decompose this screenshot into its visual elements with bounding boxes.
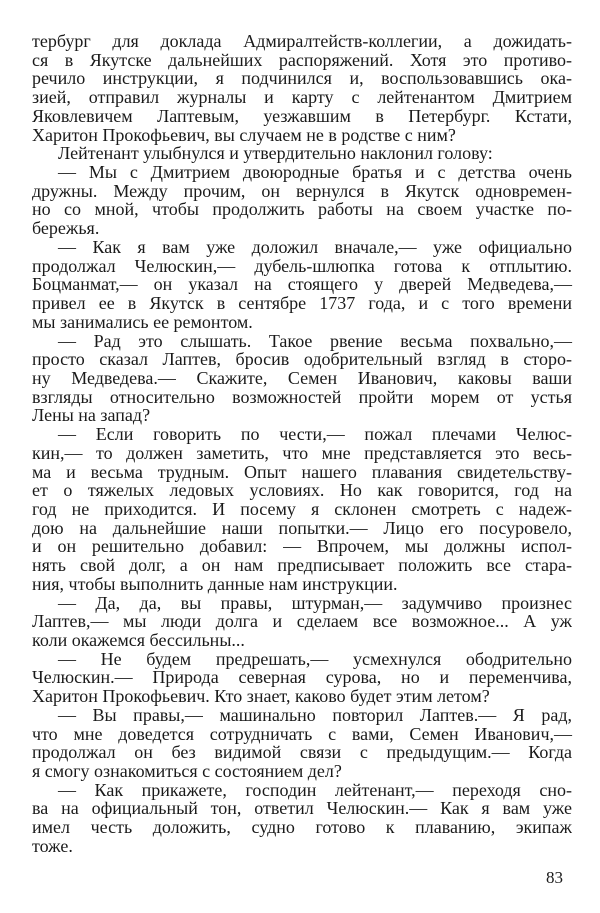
text-line: тоже.	[32, 835, 73, 856]
text-line: тербург для доклада Адмиралтейств-коллегии, а дожидать-	[32, 31, 572, 51]
text-line: коли окажемся бессильны...	[32, 630, 245, 650]
text-line: ния, чтобы выполнить данные нам инструкции.	[32, 573, 398, 594]
text-line: — Вы правы,— машинально повторил Лаптев.— Я рад,	[58, 704, 572, 725]
text-line: кин,— то должен заметить, что мне представляется это весь-	[32, 442, 572, 463]
text-line: Яковлевичем Лаптевым, уезжавшим в Петербург. Кстати,	[32, 105, 572, 126]
text-line: дою на дальнейшие наши попытки.— Лицо его посуровело,	[32, 517, 572, 538]
text-line: Боцманмат,— он указал на стоящего у дверей Медведева,—	[32, 274, 572, 295]
text-line: — Да, да, вы правы, штурман,— задумчиво произнес	[58, 592, 572, 613]
text-line: речило инструкции, я подчинился и, воспользовавшись ока-	[32, 68, 572, 89]
text-line: привел ее в Якутск в сентябре 1737 года, и с того времени	[32, 293, 572, 314]
text-line: взгляды относительно возможностей пройти морем от устья	[32, 386, 572, 407]
text-line: но со мной, чтобы продолжить работы на своем участке по-	[32, 199, 572, 220]
text-line: что мне доведется сотрудничать с вами, Семен Иванович,—	[32, 723, 572, 744]
text-line: продолжал Челюскин,— дубель-шлюпка готова к отплытию.	[32, 255, 572, 276]
text-line: год не приходится. И посему я склонен смотреть с надеж-	[32, 498, 572, 519]
text-line: зией, отправил журналы и карту с лейтенантом Дмитрием	[32, 87, 572, 108]
text-line: нять свой долг, а он нам предписывает положить все стара-	[32, 555, 572, 576]
text-line: ну Медведева.— Скажите, Семен Иванович, каковы ваши	[32, 367, 572, 388]
text-line: — Не будем предрешать,— усмехнулся ободрительно	[58, 648, 572, 669]
text-line: и он решительно добавил: — Впрочем, мы должны испол-	[32, 536, 572, 557]
text-line: ма и весьма трудным. Опыт нашего плавания свидетельству-	[32, 461, 572, 482]
text-line: Харитон Прокофьевич, вы случаем не в родстве с ним?	[32, 124, 456, 145]
text-line: — Как прикажете, господин лейтенант,— переходя сно-	[58, 779, 572, 800]
text-line: продолжал он без видимой связи с предыдущим.— Когда	[32, 742, 572, 763]
text-line: ва на официальный тон, ответил Челюскин.— Как я вам уже	[32, 798, 572, 819]
text-line: дружны. Между прочим, он вернулся в Якутск одновремен-	[32, 180, 572, 201]
text-line: — Как я вам уже доложил вначале,— уже официально	[58, 236, 572, 257]
text-line: Лены на запад?	[32, 405, 151, 426]
text-line: ет о тяжелых ледовых условиях. Но как говорится, год на	[32, 480, 572, 501]
book-page-text	[32, 32, 572, 856]
text-line: Челюскин.— Природа северная сурова, но и переменчива,	[32, 667, 572, 688]
text-line: — Рад это слышать. Такое рвение весьма похвально,—	[58, 330, 572, 351]
text-line: просто сказал Лаптев, бросив одобрительный взгляд в сторо-	[32, 349, 572, 370]
text-line: Харитон Прокофьевич. Кто знает, каково будет этим летом?	[32, 686, 490, 707]
text-line: Лейтенант улыбнулся и утвердительно наклонил голову:	[58, 143, 493, 164]
text-line: ся в Якутске дальнейших распоряжений. Хотя это противо-	[32, 49, 572, 70]
text-line: бережья.	[32, 218, 100, 239]
text-line: — Если говорить по чести,— пожал плечами Челюс-	[58, 424, 572, 445]
text-line: я смогу ознакомиться с состоянием дел?	[32, 761, 342, 782]
page-number: 83	[546, 868, 563, 887]
text-line: — Мы с Дмитрием двоюродные братья и с детства очень	[58, 162, 572, 183]
text-line: мы занимались ее ремонтом.	[32, 311, 253, 332]
text-line: имел честь доложить, судно готово к плаванию, экипаж	[32, 817, 572, 838]
text-line: Лаптев,— мы люди долга и сделаем все возможное... А уж	[32, 611, 572, 632]
